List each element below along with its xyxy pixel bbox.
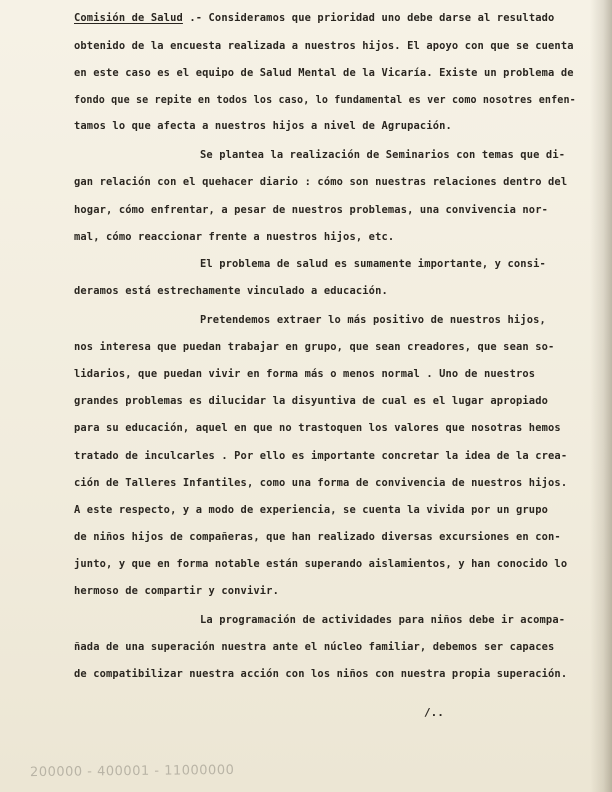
body-line-18: ción de Talleres Infantiles, como una forma de convivencia de nuestros hijos.: [74, 477, 568, 489]
body-line-5: tamos lo que afecta a nuestros hijos a nivel de Agrupación.: [74, 120, 452, 132]
body-line-25: de compatibilizar nuestra acción con los niños con nuestra propia superación.: [74, 668, 568, 680]
body-line-19: A este respecto, y a modo de experiencia, se cuenta la vivida por un grupo: [74, 504, 549, 516]
body-line-24: ñada de una superación nuestra ante el núcleo familiar, debemos ser capaces: [74, 641, 555, 653]
body-line-17: tratado de inculcarles . Por ello es importante concretar la idea de la crea-: [74, 450, 568, 462]
body-line-3: en este caso es el equipo de Salud Mental de la Vicaría. Existe un problema de: [74, 67, 574, 79]
first-line: [74, 12, 554, 24]
body-line-13: nos interesa que puedan trabajar en grupo, que sean creadores, que sean so-: [74, 341, 555, 353]
body-line-6: Se plantea la realización de Seminarios con temas que di-: [200, 149, 566, 161]
body-line-20: de niños hijos de compañeras, que han realizado diversas excursiones en con-: [74, 531, 561, 543]
section-heading: Comisión de Salud: [74, 12, 183, 24]
body-line-2: obtenido de la encuesta realizada a nuestros hijos. El apoyo con que se cuenta: [74, 40, 574, 52]
body-line-14: lidarios, que puedan vivir en forma más o menos normal . Uno de nuestros: [74, 368, 536, 380]
body-line-16: para su educación, aquel en que no trastoquen los valores que nosotras hemos: [74, 422, 561, 434]
body-line-12: Pretendemos extraer lo más positivo de nuestros hijos,: [200, 314, 546, 326]
body-line-8: hogar, cómo enfrentar, a pesar de nuestros problemas, una convivencia nor-: [74, 204, 549, 216]
heading-separator: .-: [189, 12, 203, 24]
continuation-mark: /..: [424, 706, 444, 719]
paper-edge-shadow: [590, 0, 612, 792]
body-line-21: junto, y que en forma notable están superando aislamientos, y han conocido lo: [74, 558, 568, 570]
body-line-23: La programación de actividades para niños debe ir acompa-: [200, 614, 566, 626]
body-line-1: Consideramos que prioridad uno debe darse al resultado: [208, 12, 555, 24]
body-line-22: hermoso de compartir y convivir.: [74, 585, 279, 597]
body-line-10: El problema de salud es sumamente importante, y consi-: [200, 258, 546, 270]
body-line-9: mal, cómo reaccionar frente a nuestros hijos, etc.: [74, 231, 395, 243]
body-line-4: fondo que se repite en todos los caso, lo fundamental es ver como nosotres enfen-: [74, 94, 576, 106]
body-line-7: gan relación con el quehacer diario : cómo son nuestras relaciones dentro del: [74, 176, 568, 188]
body-line-11: deramos está estrechamente vinculado a educación.: [74, 285, 388, 297]
archive-stamp: 200000 - 400001 - 11000000: [29, 762, 235, 781]
body-line-15: grandes problemas es dilucidar la disyuntiva de cual es el lugar apropiado: [74, 395, 549, 407]
